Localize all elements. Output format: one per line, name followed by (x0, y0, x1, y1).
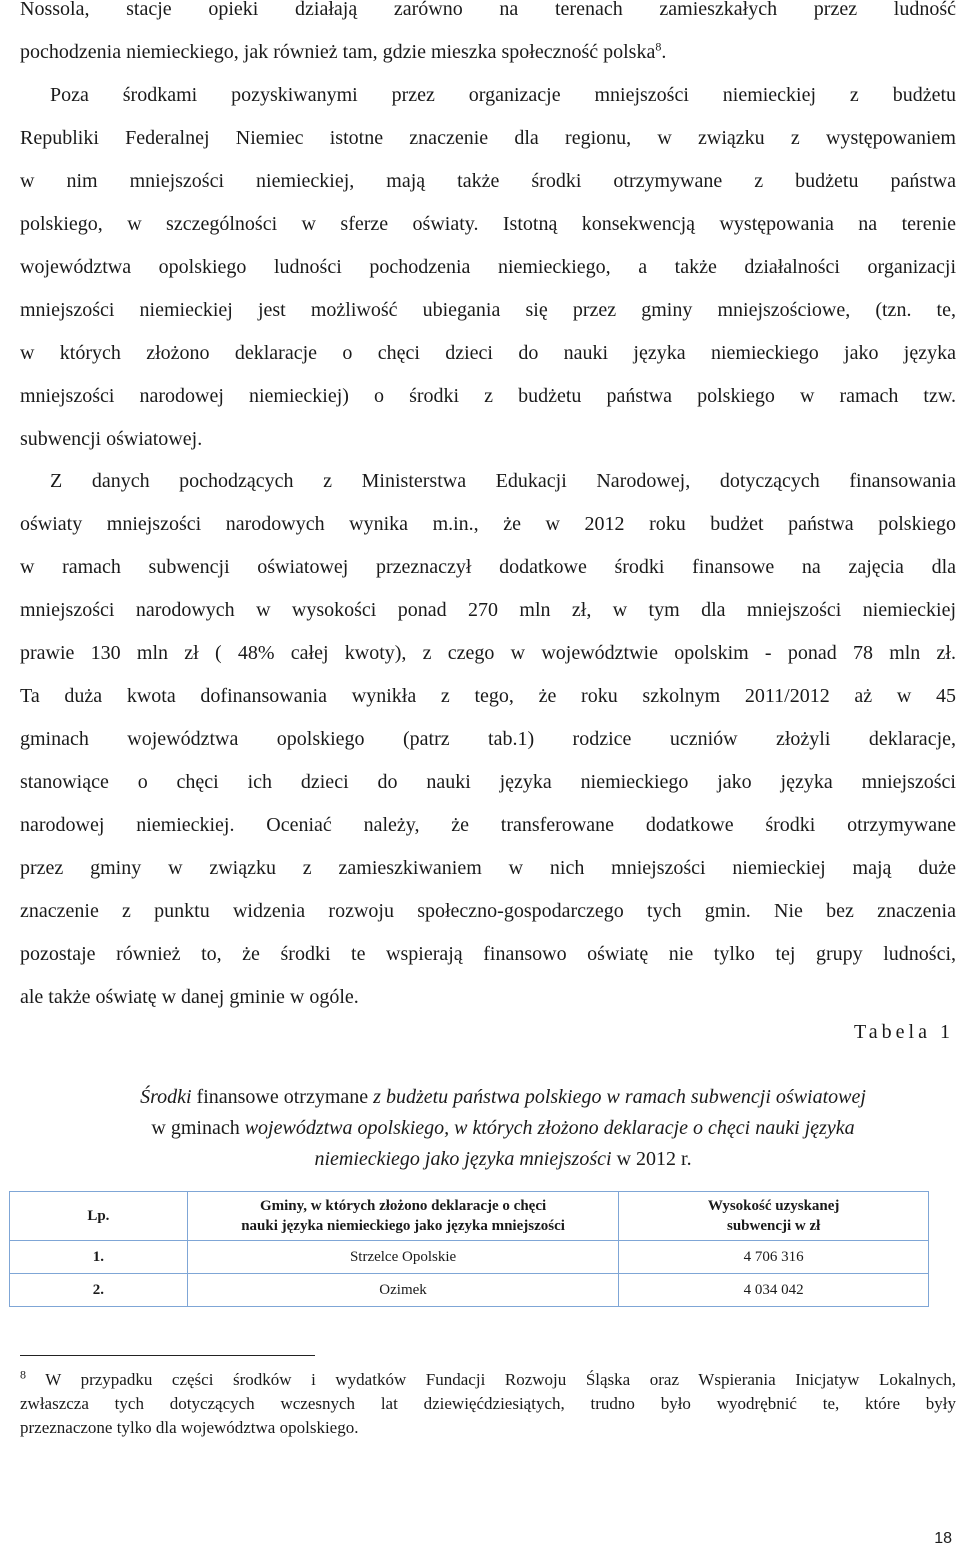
paragraph-2 (20, 74, 956, 461)
text-span: pochodzenia niemieckiego, jak również tam, gdzie mieszka społeczność polska (20, 41, 656, 63)
text-line: Republiki Federalnej Niemiec istotne znaczenie dla regionu, w związku z występowaniem (20, 127, 956, 149)
text-line: ale także oświatę w danej gminie w ogóle. (20, 986, 359, 1008)
header-line: subwencji w zł (726, 1218, 821, 1234)
page-number: 18 (934, 1530, 952, 1547)
text-line: Poza środkami pozyskiwanymi przez organizacje mniejszości niemieckiej z budżetu (50, 84, 956, 106)
text-line: mniejszości narodowej niemieckiej) o środki z budżetu państwa polskiego w ramach tzw. (20, 385, 956, 407)
header-lp: Lp. (10, 1192, 188, 1241)
cell-lp: 1. (10, 1241, 188, 1274)
table-row (10, 1274, 929, 1307)
footnote-marker: 8 (20, 1367, 26, 1382)
subsidy-table (9, 1191, 929, 1307)
text-line: Z danych pochodzących z Ministerstwa Edukacji Narodowej, dotyczących finansowania (50, 470, 956, 492)
caption-part: z budżetu państwa polskiego w ramach subwencji oświatowej (373, 1086, 866, 1108)
caption-part: w 2012 r. (611, 1148, 692, 1170)
header-line: Gminy, w których złożono deklaracje o chęci (259, 1198, 547, 1214)
caption-part: w gminach (151, 1117, 245, 1139)
cell-gmina: Ozimek (187, 1274, 619, 1307)
text-line: oświaty mniejszości narodowych wynika m.in., że w 2012 roku budżet państwa polskiego (20, 513, 956, 535)
text-line: Ta duża kwota dofinansowania wynikła z tego, że roku szkolnym 2011/2012 aż w 45 (20, 685, 956, 707)
cell-gmina: Strzelce Opolskie (187, 1241, 619, 1274)
paragraph-1 (20, 0, 956, 74)
text-line: mniejszości niemieckiej jest możliwość ubiegania się przez gminy mniejszościowe, (tzn. te, (20, 299, 956, 321)
caption-part: finansowe otrzymane (191, 1086, 374, 1108)
footnote-line (20, 1368, 956, 1392)
text-line: województwa opolskiego ludności pochodzenia niemieckiego, a także działalności organizacji (20, 256, 956, 278)
caption-part: niemieckiego jako języka mniejszości (314, 1148, 612, 1170)
cell-kwota: 4 034 042 (619, 1274, 929, 1307)
cell-lp: 2. (10, 1274, 188, 1307)
text-line: stanowiące o chęci ich dzieci do nauki języka niemieckiego jako języka mniejszości (20, 771, 956, 793)
text-line: polskiego, w szczególności w sferze oświaty. Istotną konsekwencją występowania na terenie (20, 213, 956, 235)
table-caption (50, 1082, 956, 1175)
header-kwota (619, 1192, 929, 1241)
text-line: prawie 130 mln zł ( 48% całej kwoty), z czego w województwie opolskim - ponad 78 mln zł. (20, 642, 956, 664)
text-line: mniejszości narodowych w wysokości ponad 270 mln zł, w tym dla mniejszości niemieckiej (20, 599, 956, 621)
text-line: znaczenie z punktu widzenia rozwoju społeczno-gospodarczego tych gmin. Nie bez znaczenia (20, 900, 956, 922)
table-row (10, 1241, 929, 1274)
header-gminy (187, 1192, 619, 1241)
text-line (20, 31, 956, 74)
footnote-line: zwłaszcza tych dotyczących wczesnych lat dziewięćdziesiątych, trudno było wyodrębnić te, które były (20, 1394, 956, 1413)
paragraph-3 (20, 460, 956, 1019)
text-line: Nossola, stacje opieki działają zarówno na terenach zamieszkałych przez ludność (20, 0, 956, 20)
table-label: Tabela 1 (853, 1021, 954, 1043)
cell-kwota: 4 706 316 (619, 1241, 929, 1274)
text-line: narodowej niemieckiej. Oceniać należy, że transferowane dodatkowe środki otrzymywane (20, 814, 956, 836)
footnote-separator (20, 1355, 315, 1356)
footnote (20, 1368, 956, 1440)
text-line: w których złożono deklaracje o chęci dzieci do nauki języka niemieckiego jako języka (20, 342, 956, 364)
caption-part: Środki (140, 1086, 192, 1108)
text-line: subwencji oświatowej. (20, 428, 203, 450)
header-line: Wysokość uzyskanej (707, 1198, 840, 1214)
text-line: w nim mniejszości niemieckiej, mają także środki otrzymywane z budżetu państwa (20, 170, 956, 192)
footnote-line: przeznaczone tylko dla województwa opolskiego. (20, 1418, 359, 1437)
caption-part: województwa opolskiego, w których złożono deklaracje o chęci nauki języka (244, 1117, 855, 1139)
text-line: w ramach subwencji oświatowej przeznaczył dodatkowe środki finansowe na zajęcia dla (20, 556, 956, 578)
text-line: gminach województwa opolskiego (patrz tab.1) rodzice uczniów złożyli deklaracje, (20, 728, 956, 750)
table-header-row (10, 1192, 929, 1241)
text-span: . (661, 41, 667, 63)
text-span: W przypadku części środków i wydatków Fundacji Rozwoju Śląska oraz Wspierania Inicjatyw Lokalnych, (45, 1370, 956, 1389)
header-line: nauki języka niemieckiego jako języka mniejszości (241, 1218, 565, 1234)
footnote-ref: 8 (655, 39, 662, 54)
text-line: przez gminy w związku z zamieszkiwaniem w nich mniejszości niemieckiej mają duże (20, 857, 956, 879)
text-line: pozostaje również to, że środki te wspierają finansowo oświatę nie tylko tej grupy ludności, (20, 943, 956, 965)
